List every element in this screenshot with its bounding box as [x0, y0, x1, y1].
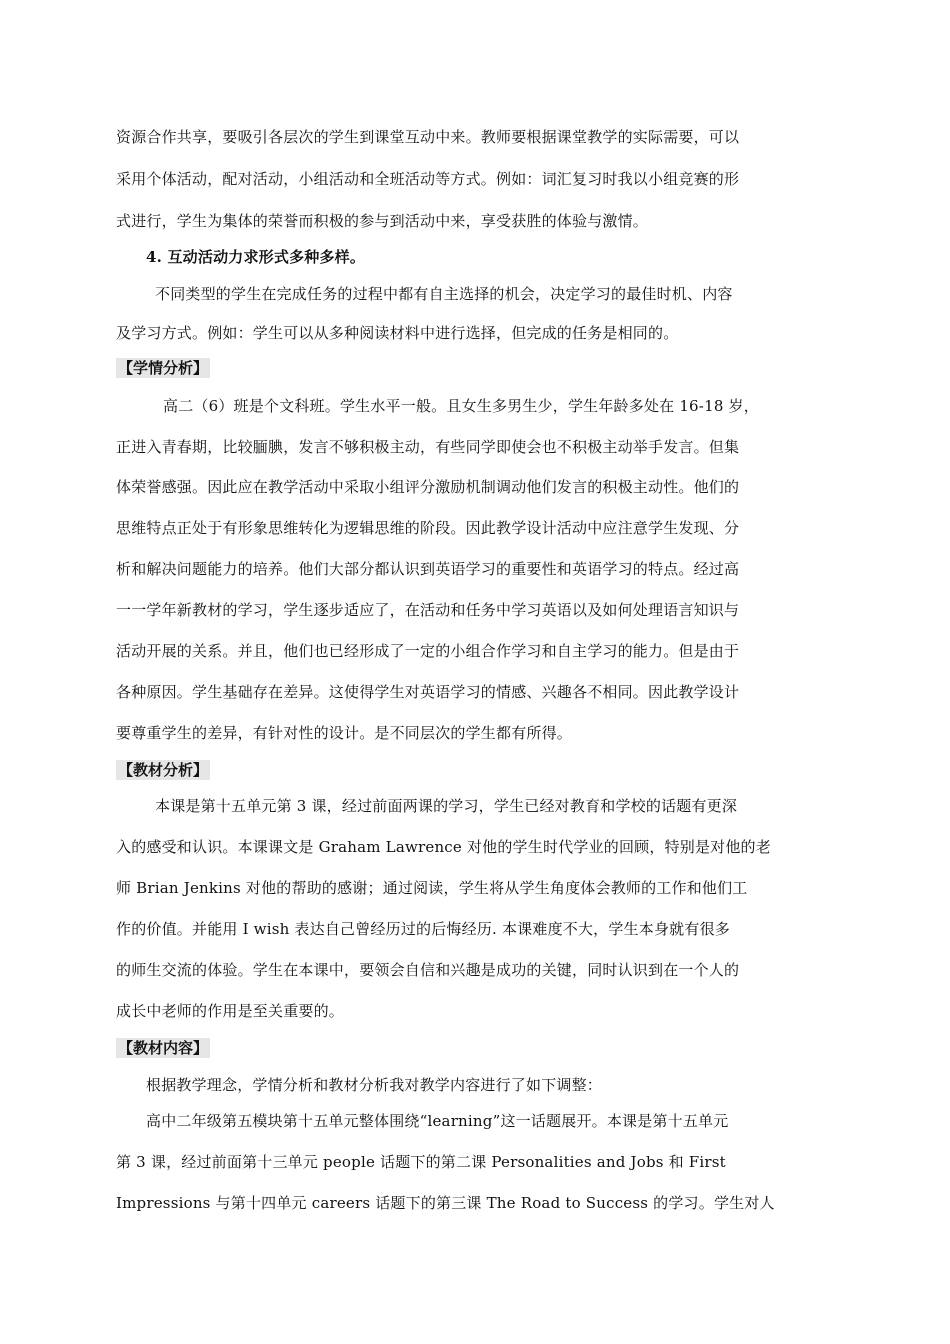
- paragraph-line: 各种原因。学生基础存在差异。这使得学生对英语学习的情感、兴趣各不相同。因此教学设计: [116, 683, 740, 701]
- paragraph-line: 第 3 课，经过前面第十三单元 people 话题下的第二课 Personalities and Jobs 和 First: [116, 1153, 726, 1171]
- paragraph-line: 式进行，学生为集体的荣誉而积极的参与到活动中来，享受获胜的体验与激情。: [116, 212, 649, 230]
- paragraph-line: 师 Brian Jenkins 对他的帮助的感谢；通过阅读，学生将从学生角度体会教师的工作和他们工: [116, 879, 748, 897]
- paragraph-line: 资源合作共享，要吸引各层次的学生到课堂互动中来。教师要根据课堂教学的实际需要，可以: [116, 128, 740, 146]
- paragraph-line: 活动开展的关系。并且，他们也已经形成了一定的小组合作学习和自主学习的能力。但是由于: [116, 642, 740, 660]
- paragraph-line: 高中二年级第五模块第十五单元整体围绕“learning”这一话题展开。本课是第十五单元: [146, 1112, 729, 1130]
- paragraph-line: 思维特点正处于有形象思维转化为逻辑思维的阶段。因此教学设计活动中应注意学生发现、分: [116, 519, 740, 537]
- paragraph-line: 采用个体活动，配对活动，小组活动和全班活动等方式。例如：词汇复习时我以小组竞赛的形: [116, 170, 740, 188]
- paragraph-line: 析和解决问题能力的培养。他们大部分都认识到英语学习的重要性和英语学习的特点。经过高: [116, 560, 740, 578]
- point-heading: 4. 互动活动力求形式多种多样。: [146, 248, 366, 266]
- paragraph-line: 入的感受和认识。本课课文是 Graham Lawrence 对他的学生时代学业的回顾，特别是对他的老: [116, 838, 771, 856]
- paragraph-line: 要尊重学生的差异，有针对性的设计。是不同层次的学生都有所得。: [116, 724, 573, 742]
- paragraph-line: 体荣誉感强。因此应在教学活动中采取小组评分激励机制调动他们发言的积极主动性。他们的: [116, 478, 740, 496]
- paragraph-line: 作的价值。并能用 I wish 表达自己曾经历过的后悔经历. 本课难度不大，学生本身就有很多: [116, 920, 730, 938]
- paragraph-line: 正进入青春期，比较腼腆，发言不够积极主动，有些同学即使会也不积极主动举手发言。但集: [116, 438, 740, 456]
- paragraph-line: 根据教学理念，学情分析和教材分析我对教学内容进行了如下调整：: [146, 1076, 603, 1094]
- paragraph-line: Impressions 与第十四单元 careers 话题下的第三课 The Road to Success 的学习。学生对人: [116, 1194, 775, 1212]
- paragraph-line: 本课是第十五单元第 3 课，经过前面两课的学习，学生已经对教育和学校的话题有更深: [155, 797, 738, 815]
- paragraph-line: 成长中老师的作用是至关重要的。: [116, 1002, 345, 1020]
- paragraph-line: 一一学年新教材的学习，学生逐步适应了，在活动和任务中学习英语以及如何处理语言知识与: [116, 601, 740, 619]
- paragraph-line: 的师生交流的体验。学生在本课中，要领会自信和兴趣是成功的关键，同时认识到在一个人的: [116, 961, 740, 979]
- section-heading-material: 【教材分析】: [118, 761, 209, 779]
- section-heading-content: 【教材内容】: [118, 1039, 209, 1057]
- section-heading-learning: 【学情分析】: [118, 359, 209, 377]
- paragraph-line: 及学习方式。例如：学生可以从多种阅读材料中进行选择，但完成的任务是相同的。: [116, 324, 679, 342]
- paragraph-line: 不同类型的学生在完成任务的过程中都有自主选择的机会，决定学习的最佳时机、内容: [155, 285, 733, 303]
- paragraph-line: 高二（6）班是个文科班。学生水平一般。且女生多男生少，学生年龄多处在 16-18 岁，: [163, 397, 759, 415]
